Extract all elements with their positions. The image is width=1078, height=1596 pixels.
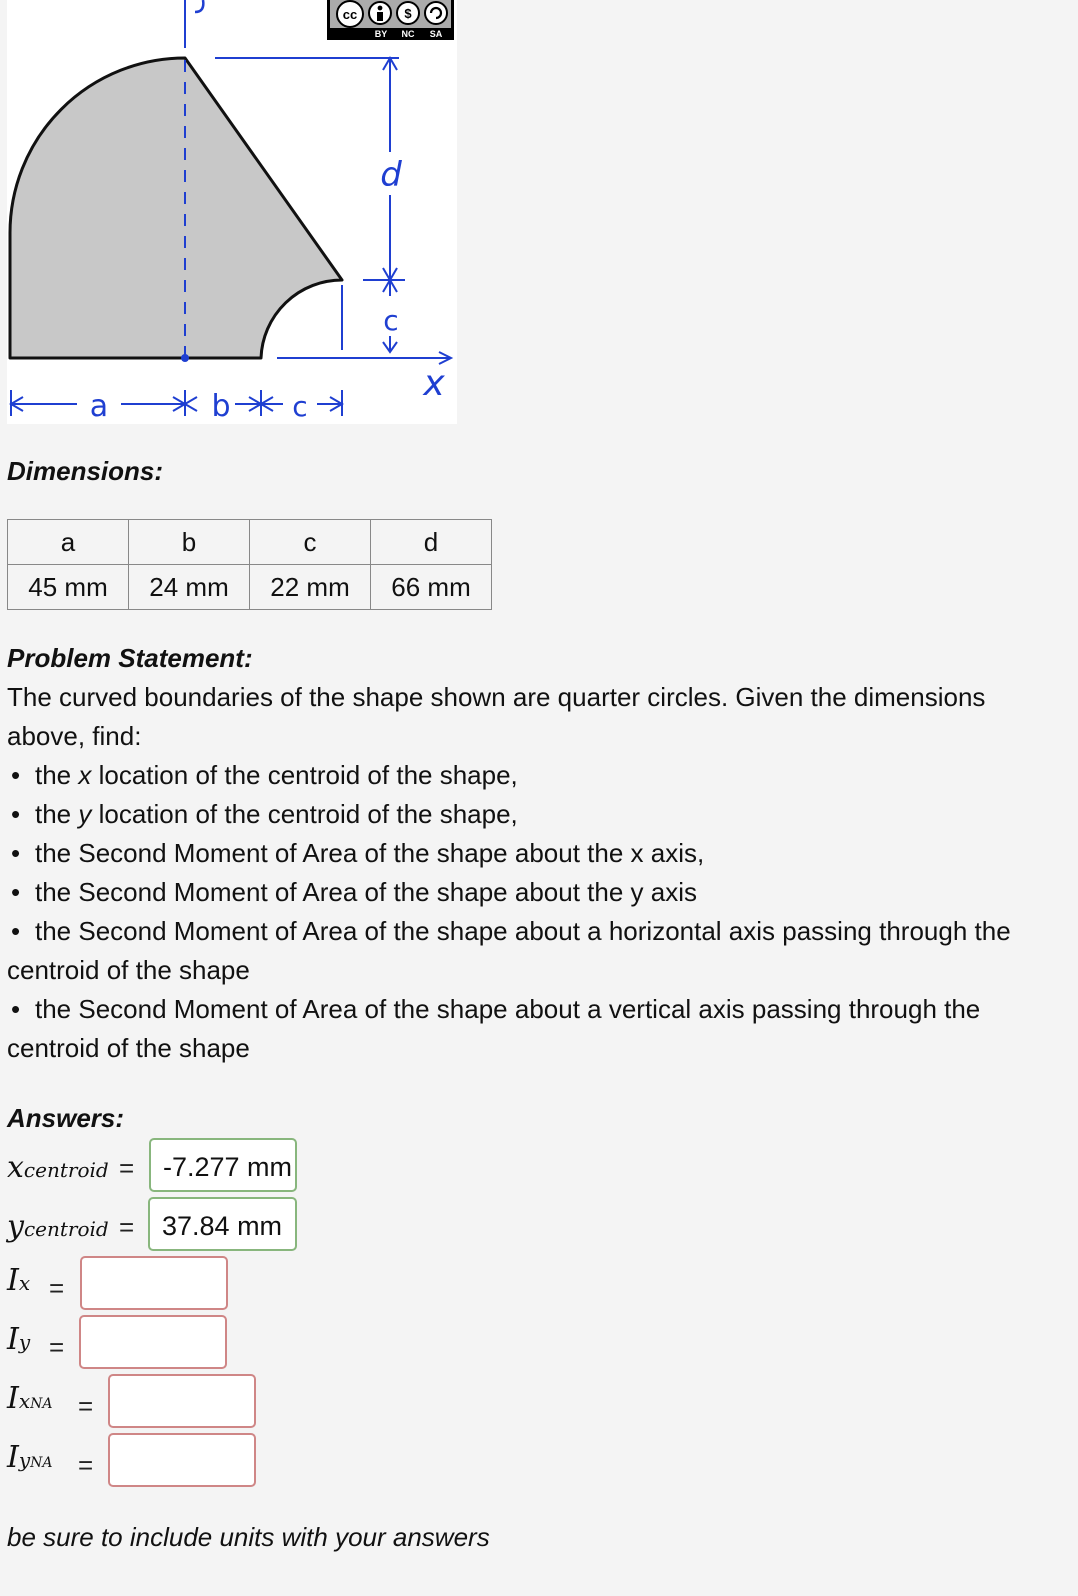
svg-text:SA: SA	[429, 29, 443, 39]
task-item: • the Second Moment of Area of the shape about a vertical axis passing through the centroid of the shape	[7, 990, 1067, 1068]
answer-row-ixna	[7, 1374, 267, 1430]
shape-diagram	[7, 0, 457, 424]
composite-shape	[10, 58, 342, 358]
ixna-input[interactable]	[108, 1374, 256, 1428]
dimension-value-b: 24 mm	[129, 565, 250, 610]
iy-input[interactable]	[79, 1315, 227, 1369]
dimension-b-label: b	[211, 389, 231, 424]
dimension-header-c: c	[250, 520, 371, 565]
problem-intro: The curved boundaries of the shape shown are quarter circles. Given the dimensions above, find:	[7, 682, 986, 751]
equals-sign: =	[49, 1273, 65, 1303]
equals-sign: =	[78, 1391, 94, 1421]
task-item: • the Second Moment of Area of the shape about the x axis,	[7, 834, 1067, 873]
svg-text:BY: BY	[374, 29, 388, 39]
answer-row-y-centroid	[7, 1197, 307, 1253]
units-note: be sure to include units with your answers	[7, 1522, 490, 1552]
problem-statement	[7, 678, 1067, 1068]
iy-symbol: Iy	[7, 1322, 31, 1357]
cc-license-badge	[327, 0, 454, 40]
iyna-symbol: IyNA	[7, 1440, 53, 1475]
dimension-header-b: b	[129, 520, 250, 565]
dimensions-table	[7, 519, 492, 610]
svg-text:$: $	[404, 6, 412, 21]
dimension-d-label: d	[380, 155, 402, 195]
dimensions-title: Dimensions:	[7, 456, 164, 486]
y-centroid-input[interactable]: 37.84 mm	[148, 1197, 297, 1251]
equals-sign: =	[119, 1212, 135, 1242]
problem-title: Problem Statement:	[7, 643, 253, 673]
equals-sign: =	[49, 1332, 65, 1362]
ix-input[interactable]	[80, 1256, 228, 1310]
dimension-a-label: a	[89, 389, 109, 424]
answer-row-iy	[7, 1315, 237, 1371]
svg-text:cc: cc	[342, 7, 358, 22]
answer-row-x-centroid	[7, 1138, 307, 1194]
svg-text:NC: NC	[401, 29, 415, 39]
ixna-symbol: IxNA	[7, 1381, 53, 1416]
task-item: • the x location of the centroid of the shape,	[7, 756, 1067, 795]
iyna-input[interactable]	[108, 1433, 256, 1487]
dimension-value-d: 66 mm	[371, 565, 492, 610]
x-centroid-symbol: xcentroid	[7, 1150, 109, 1185]
dimension-value-c: 22 mm	[250, 565, 371, 610]
answer-row-ix	[7, 1256, 237, 1312]
dimensions-header-row	[8, 520, 492, 565]
shape-figure	[7, 0, 457, 424]
task-item: • the Second Moment of Area of the shape about the y axis	[7, 873, 1067, 912]
dimension-c-right-label: c	[383, 304, 399, 337]
answer-row-iyna	[7, 1433, 267, 1489]
ix-symbol: Ix	[7, 1263, 31, 1298]
task-item: • the Second Moment of Area of the shape about a horizontal axis passing through the centroid of the shape	[7, 912, 1067, 990]
dimension-value-a: 45 mm	[8, 565, 129, 610]
dimension-header-d: d	[371, 520, 492, 565]
dimension-c-bottom-label: c	[292, 390, 308, 423]
task-item: • the y location of the centroid of the shape,	[7, 795, 1067, 834]
y-centroid-symbol: ycentroid	[7, 1209, 109, 1244]
task-list	[7, 756, 1067, 1068]
x-axis-label: x	[423, 363, 445, 404]
dimension-header-a: a	[8, 520, 129, 565]
dimensions-value-row	[8, 565, 492, 610]
answers-title: Answers:	[7, 1103, 125, 1133]
equals-sign: =	[78, 1450, 94, 1480]
x-centroid-input[interactable]: -7.277 mm	[149, 1138, 297, 1192]
equals-sign: =	[119, 1153, 135, 1183]
